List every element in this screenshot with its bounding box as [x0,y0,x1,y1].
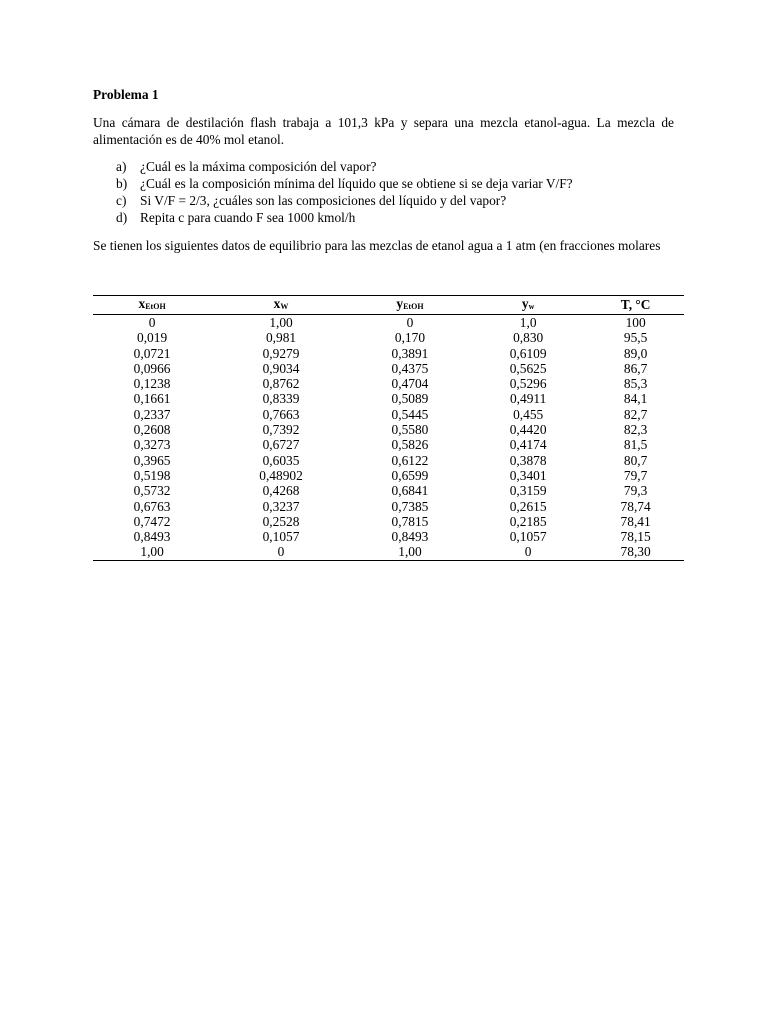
table-cell: 79,7 [623,467,648,483]
table-cell: 0 [406,315,414,330]
table-cell: 0,0966 [133,360,171,376]
table-cell: 80,7 [623,452,648,468]
document-page [93,86,674,259]
table-row [93,376,684,391]
table-cell: 1,00 [351,544,469,560]
column-header-subscript: EtOH [145,302,166,311]
table-row [93,437,684,452]
table-cell: 0,3878 [509,452,547,468]
table-cell: 0,5198 [133,467,171,483]
column-header-symbol: x [273,296,281,311]
table-cell: 0,1238 [133,376,171,392]
table-row [93,391,684,406]
column-header [587,296,684,315]
table-cell: 0,2528 [262,513,300,529]
problem-title: Problema 1 [93,87,159,102]
table-cell: 0,5296 [509,376,547,392]
table-row [93,330,684,345]
table-cell: 89,0 [623,345,648,361]
table-cell: 0,6122 [391,452,429,468]
table-cell: 0,4420 [509,422,547,438]
question-letter: b) [116,176,128,191]
table-cell: 0,7663 [262,406,300,422]
table-cell: 0,6727 [262,437,300,453]
question-item [93,175,674,192]
question-text: Repita c para cuando F sea 1000 kmol/h [140,210,356,225]
table-cell: 0,2608 [133,422,171,438]
table-cell: 1,00 [269,315,293,330]
question-letter: a) [116,159,127,174]
question-list [93,158,674,226]
table-cell: 0,5089 [391,391,429,407]
table-cell: 1,0 [519,315,537,330]
table-cell: 0,3159 [509,483,547,499]
table-row [93,422,684,437]
table-cell: 0,455 [513,406,544,422]
table-cell: 0 [211,544,351,560]
table-cell: 0,3965 [133,452,171,468]
table-row [93,453,684,468]
table-cell: 0,6599 [391,467,429,483]
table-cell: 0,5625 [509,360,547,376]
table-cell: 0,019 [137,330,168,346]
table-cell: 0,981 [265,330,297,346]
table-cell: 0,1057 [262,529,300,545]
table-body [93,315,684,561]
table-cell: 78,30 [587,544,684,560]
table-cell: 0,8493 [391,529,429,545]
question-item [93,209,674,226]
table-cell: 0,5580 [391,422,429,438]
column-header [93,296,211,315]
table-cell: 0,48902 [259,467,303,483]
table-cell: 0,8493 [133,529,171,545]
column-header-subscript: EtOH [403,302,424,311]
column-header-symbol: T, °C [620,297,651,312]
table-row [93,529,684,544]
column-header [211,296,351,315]
table-cell: 0,1057 [509,529,547,545]
table-cell: 82,7 [623,406,648,422]
data-intro: Se tienen los siguientes datos de equilibrio para las mezclas de etanol agua a 1 atm (en fracciones molares [93,238,661,253]
column-header-symbol: y [521,296,529,311]
table-cell: 81,5 [623,437,648,453]
question-letter: d) [116,210,128,225]
table-cell: 0,9034 [262,360,300,376]
table-cell: 0,3401 [509,467,547,483]
question-letter: c) [116,193,127,208]
table-cell: 78,41 [620,513,651,529]
table-row [93,544,684,560]
column-header-symbol: y [396,296,404,311]
table-cell: 0,6035 [262,452,300,468]
table-cell: 78,15 [620,529,651,545]
table-cell: 85,3 [623,376,648,392]
table-cell: 0,4704 [391,376,429,392]
table-cell: 0,6109 [509,345,547,361]
column-header [351,296,469,315]
table-cell: 0,4911 [509,391,547,407]
table-cell: 0,2615 [509,498,547,514]
question-text: ¿Cuál es la composición mínima del líquido que se obtiene si se deja variar V/F? [140,176,573,191]
table-header-row [93,296,684,315]
table-cell: 0,6841 [391,483,429,499]
table-cell: 0,8339 [262,391,300,407]
table-cell: 0,7385 [391,498,429,514]
table-cell: 0,2337 [133,406,171,422]
table-cell: 0 [469,544,587,560]
table-row [93,361,684,376]
table-cell: 100 [625,315,646,330]
table-row [93,315,684,331]
equilibrium-table [93,295,684,561]
table-cell: 95,5 [623,330,648,346]
table-row [93,346,684,361]
table-cell: 0,3273 [133,437,171,453]
table-cell: 78,74 [620,498,651,514]
column-header-subscript: w [528,302,535,311]
table-cell: 0,8762 [262,376,300,392]
column-header-subscript: W [280,302,289,311]
table-cell: 0 [148,315,156,330]
table-cell: 0,6763 [133,498,171,514]
table-cell: 0,170 [394,330,426,346]
table-cell: 0,2185 [509,513,547,529]
table-cell: 0,4174 [509,437,547,453]
table-cell: 0,5445 [391,406,429,422]
table-cell: 0,3891 [391,345,429,361]
table-cell: 1,00 [93,544,211,560]
table-cell: 86,7 [623,360,648,376]
column-header-symbol: x [138,296,146,311]
table-cell: 79,3 [623,483,648,499]
table-row [93,499,684,514]
table-cell: 82,3 [623,422,648,438]
question-item [93,158,674,175]
table-cell: 0,9279 [262,345,300,361]
table-cell: 0,5732 [133,483,171,499]
table-row [93,407,684,422]
question-item [93,192,674,209]
table-cell: 0,830 [513,330,544,346]
table-row [93,468,684,483]
table-cell: 0,7815 [391,513,429,529]
table-cell: 84,1 [623,391,648,407]
table-row [93,514,684,529]
table-cell: 0,3237 [262,498,300,514]
table-cell: 0,4375 [391,360,429,376]
question-text: ¿Cuál es la máxima composición del vapor? [140,159,377,174]
problem-intro: Una cámara de destilación flash trabaja a 101,3 kPa y separa una mezcla etanol-agua. La mezcla de alimentación es de 40% mol etanol. [93,115,674,147]
table-cell: 0,5826 [391,437,429,453]
column-header [469,296,587,315]
table-row [93,483,684,498]
table-cell: 0,7392 [262,422,300,438]
table-cell: 0,1661 [133,391,171,407]
table-cell: 0,0721 [133,345,171,361]
question-text: Si V/F = 2/3, ¿cuáles son las composiciones del líquido y del vapor? [140,193,507,208]
table-cell: 0,4268 [262,483,300,499]
table-cell: 0,7472 [133,513,171,529]
